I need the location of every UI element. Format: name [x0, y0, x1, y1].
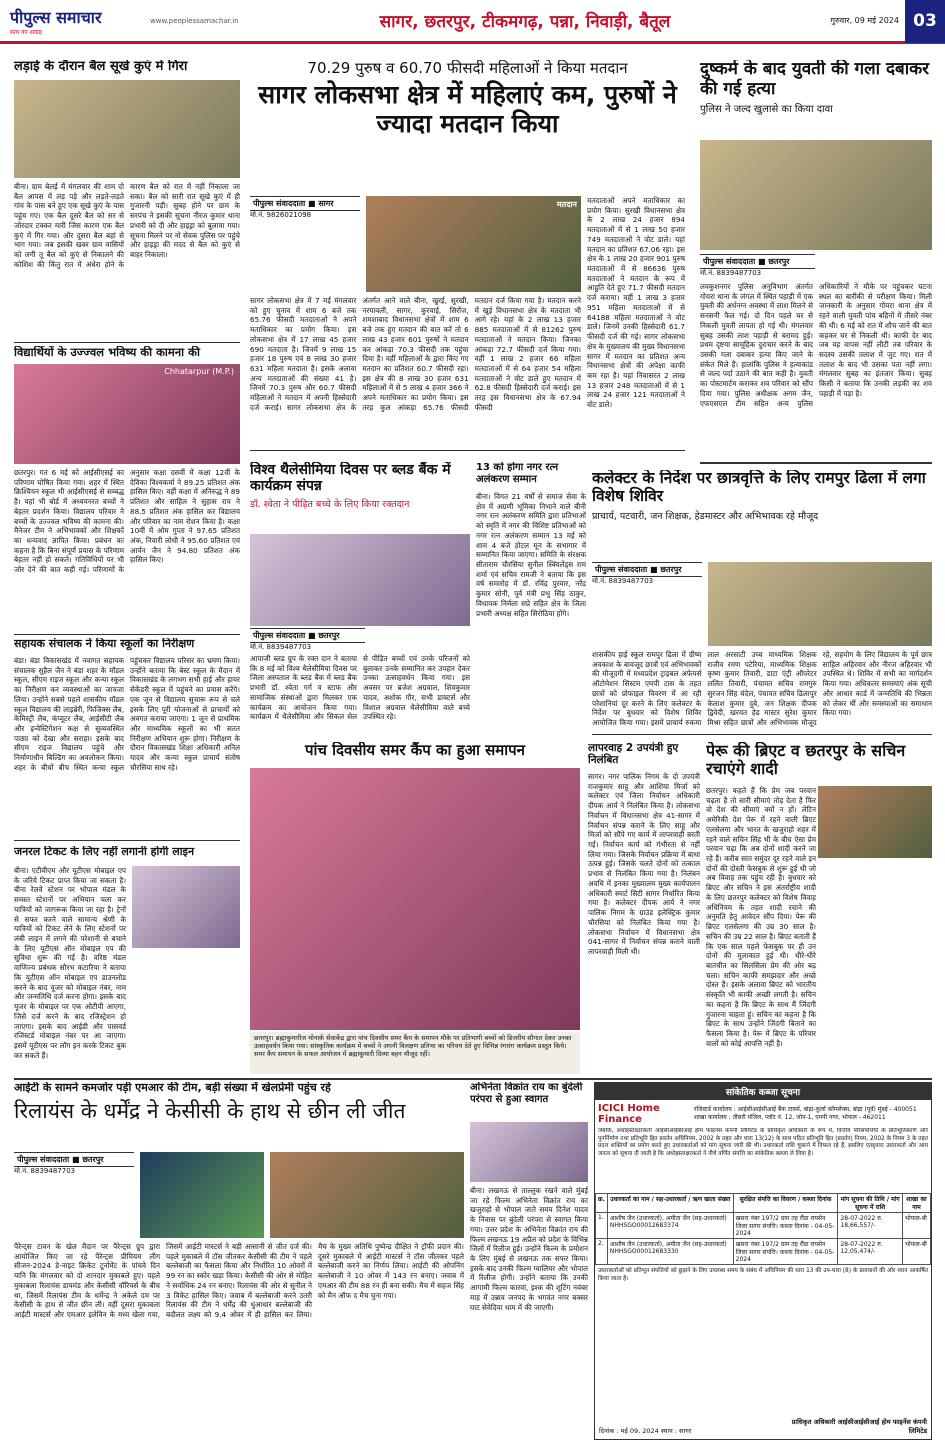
- legal-notice: [594, 1082, 932, 1440]
- kicker: 70.29 पुरुष व 60.70 फीसदी महिलाओं ने किया मतदान: [307, 60, 628, 77]
- photo-location-text: Chhatarpur (M.P.): [164, 367, 234, 376]
- article-peru-wedding: [706, 742, 932, 1074]
- summer-camp-photo: [250, 768, 580, 1030]
- photo-label: मतदान: [556, 200, 577, 209]
- article-body: छतरपुर। कहते हैं कि प्रेम जब परवान चढ़ता है तो सारी सीमाएं तोड़ देता है फिर वो देश की सीमाएं क्यों न हों। लेटिन अमेरिकी देश पेरू में रहने वाली ब्रिएट एलसेलगा और भारत के खजुराहो शहर में रहने वाले सचिन सिंह भी के बीच ऐसा प्रेम परवान चढ़ा कि अब दोनों शादी करने जा रहे हैं। करीब सात समुंदर दूर रहने वाले इन दोनों की दोस्ती फेसबुक से शुरू हुई थी जो अब विवाह तक पहुंच रही है। बुधवार को ब्रिएट और सचिन ने इस अंतर्राष्ट्रीय शादी के लिए छतरपुर कलेक्टर को विशेष विवाह अधिनियम के तहत शादी रचाने की अनुमति हेतु आवेदन सौंप दिया। पेरू की ब्रिएट एलसेलगा की उम्र 30 साल है। सचिन की उम्र 22 साल है। ब्रिएट बताती हैं कि एक साल पहले फेसबुक पर ही उन दोनों की मुलाकात हुई थी। धीरे-धीरे बातचीत का सिलसिला प्रेम की ओर बढ़ चला। सचिन काफी समझदार और अच्छे दोस्त हैं। इसके अलावा ब्रिएट को भारतीय संस्कृति भी काफी अच्छी लगती है। सचिन का कहना है कि ब्रिएट के साथ मैं जिंदगी गुजारना चाहता हूं। सचिन का कहना है कि ब्रिएट के साथ उन्होंने जिंदगी बिताने का फैसला किया है। पेरू में ब्रिएट के परिवार वालों को कोई आपत्ति नहीं है।: [706, 786, 816, 1048]
- notice-table-cell: 2.: [596, 1239, 608, 1265]
- headline: पेरू की ब्रिएट व छतरपुर के सचिन रचाएंगे शादी: [706, 742, 906, 779]
- headline: रिलायंस के धर्मेंद्र ने केसीसी के हाथ से छीन ली जीत: [14, 1098, 406, 1123]
- registered-address: रजिस्टर्ड कार्यालय : आईसीआईसीआई बैंक टावर्स, बांद्रा-कुर्ला कॉम्प्लेक्स, बांद्रा (पूर्व) मुंबई - 400051: [694, 1106, 917, 1114]
- headline: सागर लोकसभा क्षेत्र में महिलाएं कम, पुरुषों ने ज्यादा मतदान किया: [258, 80, 677, 138]
- notice-table-cell: खसरा नंबर 197/2 ग्राम तह रौंडा रायसेन जिला सागर संपत्ति। कब्जा दिनांक - 04-05-2024: [733, 1239, 838, 1265]
- region-title: सागर, छतरपुर, टीकमगढ़, पन्ना, निवाड़ी, बैतूल: [379, 12, 671, 32]
- article-actor: [470, 1082, 588, 1440]
- notice-intro: जबकि, अधोहस्ताक्षरकर्ता आईसीआईसीआई होम फाइनेंस कंपनी लिमिटेड के प्राधिकृत अधिकारी के रूप में, वित्तीय परिसंपत्तियों के प्रतिभूतिकरण और पुनर्निर्माण तथा प्रतिभूति हित प्रवर्तन अधिनियम, 2002 के तहत और धारा 13(12) के साथ पठित प्रतिभूति हित (प्रवर्तन) नियम, 2002 के नियम 3 के तहत प्रदत्त शक्तियों का प्रयोग करते हुए उधारकर्ताओं को मांग सूचना जारी की थी। उधारकर्ता राशि चुकाने में विफल रहे हैं, इसलिए एतद्द्वारा उधारकर्ता और आम जनता को सूचना दी जाती है कि अधोहस्ताक्षरकर्ता ने नीचे वर्णित संपत्ति का सांकेतिक कब्जा ले लिया है।: [598, 1128, 928, 1157]
- article-body: बंडा। बंडा विकासखंड में नवागत सहायक संचालक सुहैल जैन ने बंडा शहर के मॉडल स्कूल, सीएम राइज स्कूल और कन्या स्कूल का निरीक्षण कर व्यवस्थाओं का जायजा लिया। उन्होंने सबसे पहले शासकीय मॉडल स्कूल विद्यालय की लाइब्रेरी, फिजिक्स लैब, केमिस्ट्री लैब, कंप्यूटर लैब, आईसीटी लैब और इन्वेस्टिगेशन कक्ष से सुव्यवस्थित पाठ्य को देखा और सराहा। इसके बाद सीएम राइज विद्यालय पहुंचे और निर्माणाधीन बिल्डिंग का अवलोकन किया। शहर के बीचों बीच स्थित कन्या स्कूल पहुंचकर विद्यालय परिसर का भ्रमण किया। उन्होंने बताया कि बेस्ट स्कूल के मैदान में विकासखंड के लगभग सभी हाई और हायर सेकेंडरी स्कूल में पहुंचने का प्रयास करेंगे। एक जून से विद्यालय सुचारू रूप से चले इसके लिए पूरी योजनाओं से प्राचार्यों को अवगत कराया जाएगा। 1 जून से प्राथमिक और माध्यमिक स्कूलों का भी सतत निरीक्षण अभियान शुरू होगा। निरीक्षण के दौरान विकासखंड शिक्षा अधिकारी अनिल यादव और कन्या स्कूल प्राचार्य संतोष चौरसिया साथ रहे।: [14, 656, 240, 772]
- issue-date: गुरुवार, 09 मई 2024: [830, 16, 899, 25]
- mobile-number: मो.नं. 8839487703: [700, 269, 762, 277]
- notice-table: [595, 1193, 931, 1265]
- article-nagar-ratna: [476, 462, 586, 737]
- article-body: बीना। ग्राम बेलई में मंगलवार की शाम दो बैल आपस में लड़ पड़े और लड़ते-लड़ते गांव के पास बने हुए एक सूखे कुएं के पास पहुंच गए। एक बैल दूसरे बैल को सर से जोरदार टक्कर मारी जिस कारण एक बैल कुएं में गिर गया। और दूसरा बैल बहां से भाग गया। जब इसकी खबर ग्राम वासियों को लगी तू बैल को कुएं से निकालने की कोशिश की किंतु रात में अंधेरा होने के कारण बैल को रात में नहीं निकाला जा सका। बैल को सारी रात सूखे कुएं में ही गुजारनी पड़ी। सुबह होने पर ग्राम के सरपंच ने इसकी सूचना नीरज कुमार थाना प्रभारी को दी और हाइड्रा को बुलाया गया। सूचना मिलने पर नो सेवक पुलिस पर पहुंचे और हाइड्रा की मदद से बैल को कुएं से बाहर निकाला।: [14, 182, 240, 269]
- headline: सहायक संचालक ने किया स्कूलों का निरीक्षण: [14, 638, 195, 650]
- byline: पीपुल्स संवाददाता ■ सागर: [250, 196, 360, 211]
- article-suspended-engineers: [588, 742, 700, 1074]
- article-bull-well: [14, 60, 240, 340]
- headline: अभिनेता विक्रांत राय का बुंदेली परंपरा से हुआ स्वागत: [470, 1082, 583, 1105]
- headline: लड़ाई के दौरान बैल सूखे कुएं में गिरा: [14, 60, 188, 74]
- blood-bank-photo: [250, 534, 470, 626]
- notice-table-cell: खसरा नंबर 197/2 ग्राम तह रौंडा रायसेन जिला सागर संपत्ति। कब्जा दिनांक - 04-05-2024: [733, 1213, 838, 1239]
- masthead: [0, 0, 945, 44]
- article-railway-ticket: [14, 846, 240, 1076]
- page-number: 03: [905, 0, 945, 43]
- notice-table-header: मांग सूचना की तिथि / मांग सूचना में राशि: [838, 1194, 902, 1213]
- notice-table-cell: आशीष जैन (उधारकर्ता), अमीता जैन (सह-उधारकर्ता) NHHSGO00012683330: [607, 1239, 733, 1265]
- article-body: बीना। लखनऊ से ताल्लुक रखने वाले मुंबई जा रहे फिल्म अभिनेता विक्रांत राय का खजुराहो से भोपाल जाते समय दिनेश यादव के निवास पर बुंदेली परंपरा से स्वागत किया गया। उत्तर प्रदेश के अभिनेता विक्रांत राय की फिल्म लखनऊ 19 अप्रैल को प्रदेश के विभिन्न जिलों में रिलीज हुई। उन्होंने फिल्म के प्रमोशन के लिए मुंबई से लखनऊ तक सफर किया। इसके बाद उनकी फिल्म ग्वालियर और भोपाल में रिलीज होगी। उन्होंने बताया कि उनकी आगामी फिल्म कारवां, इश्क की शूटिंग नवंबर माह में उन्नाव जनपद के भगवंत नगर बक्सर घाट सेवेदिया धाम में की जाएगी।: [470, 1186, 588, 1312]
- article-body: सागर। नगर पालिक निगम के दो उपयंत्री राजकुमार साहू और आशिया मिर्जा को कलेक्टर एवं जिला निर्वाचन अधिकारी दीपक आर्य ने निलंबित किया है। लोकसभा निर्वाचन में विधानसभा क्षेत्र 41-सागर में निर्वाचन संपन्न कराने के लिए साहू और मिर्जा को सौंपे गए कार्य में लापरवाही बरती गई। निर्वाचन कार्य को गंभीरता से नहीं लिया गया। जिसके निर्वाचन प्रक्रिया में बाधा उत्पन्न हुई। जिसके चलते दोनों को तत्काल प्रभाव से निलंबित किया गया है। निलंबन अवधि में इनका मुख्यालय मुख्य कार्यपालन अधिकारी स्मार्ट सिटी सागर निर्धारित किया गया है। कलेक्टर दीपक आर्य ने नगर पालिक निगम के ग्राउंड इलेक्ट्रिक कुमार चौरसिया को निलंबित किया गया है। लोकसभा निर्वाचन में विधानसभा क्षेत्र 041-सागर में निर्वाचन संपन्न कराने वाली लापरवाही मिली थी।: [588, 772, 700, 956]
- headline: 13 को होगा नगर रत्न अलंकरण सम्मान: [476, 462, 559, 485]
- notice-table-cell: 28-07-2022 रु. 18,66,557/-: [838, 1213, 902, 1239]
- article-school-inspection: [14, 638, 240, 838]
- camp-photo: [708, 562, 932, 646]
- notice-table-header: सुरक्षित संपत्ति का विवरण / कब्जा दिनांक: [733, 1194, 838, 1213]
- article-body: बीना। विगत 21 वर्षों से समाज सेवा के क्षेत्र में अग्रणी भूमिका निभाने वाले बीनी नगर रत्न अलंकरण समिति द्वारा प्रतिभाओं को स्मृति में नगर की विशिष्ट प्रतिभाओं को नगर रत्न अलंकरण सम्मान 13 मई को शाम 4 बजे होटल मून के सभागार में सम्मानित किया जाएगा। समिति के संरक्षक सीताराम चौरसिया सुनील स्क्विलेंड्स राम शर्मा एवं सचिव रामजी ने बताया कि इस वर्ष समारोह में डॉ. रविंद्र पुरवार, नरेंद्र कुमार सोनी, पूर्व मंत्री प्रभु सिंह ठाकुर, विधायक निर्मला सप्रे सहित क्षेत्र के जिला प्रभारी अध्यक्ष सहित सिरोठिया होंगे।: [476, 492, 586, 618]
- article-lead-election: [250, 60, 685, 440]
- headline: दुष्कर्म के बाद युवती की गला दबाकर की गई हत्या: [700, 60, 930, 99]
- article-body: छतरपुर। गत 6 मई को आईसीएसई का परिणाम घोषित किया गया। शहर में स्थित क्रिश्चियन स्कूल भी आईसीएसई से सम्बद्ध है। यहां भी बोर्ड में अध्ययनरत बच्चों ने बेहतर प्रदर्शन किया। विद्यालय परिवार ने बच्चों के उज्ज्वल भविष्य की कामना की। मैनेजर टीम ने अभिभावकों और शिक्षकों का धन्यवाद ज्ञापित किया। प्रबंधन का कहना है कि बिना संपूर्ण प्रयास के परिणाम बेहतर नहीं हो सकते। गतिविधियों पर भी जोर देने की बात कही गई। परिणामों के अनुसार कक्षा दसवीं में कक्षा 12वीं के देविका विश्वकर्मा ने 89.25 प्रतिशत अंक हासिल किए। वहीं कक्षा में अनिरुद्ध ने 89 प्रतिशत और साहिल ने सुहास राय ने 88.5 प्रतिशत अंक हासिल कर विद्यालय और परिवार का नाम रोशन किया है। कक्षा 10वीं में ओम गुप्ता ने 97.65 प्रतिशत अंक, निवारी लोधी ने 95.60 प्रतिशत एवं आर्यन जैन ने 94.80 प्रतिशत अंक हासिल किए।: [14, 468, 240, 575]
- notice-date-place: दिनांक : मई 09, 2024 स्थान : सागर: [599, 1427, 692, 1435]
- headline: लापरवाह 2 उपयंत्री हुए निलंबित: [588, 742, 679, 767]
- subhead: पुलिस ने जल्द खुलासे का किया दावा: [700, 104, 833, 116]
- notice-table-header: उधारकर्ता का नाम / सह-उधारकर्ता / ऋण खाता संख्या: [607, 1194, 733, 1213]
- railway-photo: [132, 866, 240, 948]
- article-body: पैरेन्ट्स टावन के खेल मैदान पर पैरेन्ट्स ग्रुप द्वारा आयोजित किए जा रहे पैरेन्ट्स प्रीमियम लीग सीजन-2024 डे-नाइट क्रिकेट टूर्नामेंट के पांचवे दिन यानि कि मंगलवार को दो शानदार मुकाबले हुए। पहले मुकाबला रिलायंस डायमंड और केसीसी वॉरियर्स के बीच था, जिसमें रिलायंस टीम के धर्मेन्द्र ने अकेले दम पर केसीसी के हाथ से जीत छीन ली। वहीं दूसरा मुकाबला आईटी मास्टर्स और एमआर इलेविन के मध्य खेला गया, जिसमें आईटी मास्टर्स ने बड़ी आसानी से जीत दर्ज की। पहले मुकाबले में टॉस जीतकर केसीसी की टीम ने पहले बल्लेबाजी का फैसला किया और निर्धारित 10 ओवरों में 99 रन का स्कोर खड़ा किया। केसीसी की ओर से मोहित ने सर्वाधिक 24 रन बनाए। रिलायंस की ओर से सुनील ने 3 विकेट हासिल किए। जवाब में बल्लेबाजी करने उतरी रिलायंस की टीम ने धर्मेंद्र की धुंआधार बल्लेबाजी की बदौलत लक्ष्य को 9.4 ओवर में ही हासिल कर लिया। मैच के मुख्य अतिथि पुष्पेन्द्र दीक्षित ने ट्रॉफी प्रदान की। दूसरे मुकाबले में आईटी मास्टर्स ने टॉस जीतकर पहले बल्लेबाजी करने का निर्णय लिया। आईटी की ओपनिंग बल्लेबाजी ने 10 ओवर में 143 रन बनाए। जवाब में एमआर की टीम 88 रन ही बना सकी। मैच में सहज सिंह को मैन ऑफ द मैच चुना गया।: [14, 1242, 464, 1320]
- article-scholarship-camp: [592, 470, 932, 732]
- article-students: [14, 346, 240, 632]
- newspaper-logo: पीपुल्स समाचार सत्य का आग्रह: [10, 7, 102, 36]
- byline: पीपुल्स संवाददाता ■ छतरपुर: [250, 628, 365, 643]
- mobile-number: मो.नं. 8839487703: [250, 643, 312, 651]
- notice-footer: उधारकर्ताओं को प्रतिभूत संपत्तियों को छुड़ाने के लिए उपलब्ध समय के संबंध में अधिनियम की धारा 13 की उप-धारा (8) के प्रावधानों की ओर ध्यान आकर्षित किया जाता है।: [598, 1268, 928, 1282]
- notice-table-row: [596, 1239, 931, 1265]
- trophy-photo: [270, 1152, 464, 1238]
- notice-title: सांकेतिक कब्जा सूचना: [595, 1083, 931, 1100]
- article-murder: [700, 60, 932, 460]
- mobile-number: मो.नं. 9826021098: [250, 211, 312, 219]
- crime-scene-photo: [700, 140, 932, 250]
- bank-logo: ICICI Home Finance: [598, 1103, 660, 1125]
- well-photo: [14, 80, 240, 178]
- mobile-number: मो.नं. 8839487703: [14, 1167, 76, 1175]
- notice-table-cell: आशीष जैन (उधारकर्ता), अमीता जैन (सह-उधारकर्ता) NHHSGO00012683374: [607, 1213, 733, 1239]
- notice-table-header: क्र.: [596, 1194, 608, 1213]
- headline: कलेक्टर के निर्देश पर छात्रवृत्ति के लिए रामपुर ढिला में लगा विशेष शिविर: [592, 470, 926, 505]
- subhead: डॉ. श्वेता ने पीड़ित बच्चे के लिए किया रक्तदान: [250, 499, 410, 511]
- byline: पीपुल्स संवाददाता ■ छतरपुर: [14, 1152, 134, 1167]
- article-body: आपाजी ब्लड ग्रुप के रक्त दान ने बताया कि 8 मई को विश्व थैलेसीमिया दिवस पर जिला अस्पताल के ब्लड बैंक में ब्लड बैंक प्रभारी डॉ. श्वेता गर्ग व स्टाफ और सामाजिक संस्थाओं द्वारा मिलकर एक कार्यक्रम का आयोजन किया गया। कार्यक्रम में थैलेसीमिया और सिकल सेल से पीड़ित बच्चों एवं उनके परिजनों को बुलाकर उनके सम्मानित कर उपहार देकर उनका उत्साहवर्धन किया गया। इस अवसर पर ब्रजेश अग्रवाल, शिवकुमार यादव, अशोक गौर, सभी डाक्टर्स और विशाल अग्रवाल थैलेसीमिया वाले बच्चे उपस्थित रहे।: [250, 654, 470, 722]
- notice-table-cell: 1.: [596, 1213, 608, 1239]
- kicker: आईटी के सामने कमजोर पड़ी एमआर की टीम, बड़ी संख्या में खेलप्रेमी पहुंच रहे: [14, 1082, 331, 1094]
- headline: विश्व थैलेसीमिया दिवस पर ब्लड बैंक में कार्यक्रम संपन्न: [250, 462, 451, 495]
- article-summer-camp: [250, 742, 580, 1074]
- headline: विद्यार्थियों के उज्ज्वल भविष्य की कामना की: [14, 346, 200, 359]
- photo-caption: छतरपुर। ब्रह्माकुमारीज मोनार्क सेवाकेंद्र द्वारा पांच दिवसीय समर कैंप के समापन मौके पर प्रतिभागी बच्चों को डिजरीय सौगात देकर उनका उत्साहवर्धन किया गया। सांस्कृतिक कार्यक्रम में बच्चों ने अपनी विलक्षण प्रतिभा का परिचय देते हुए विभिन्न रंगारंग कार्यक्रम प्रस्तुत किये। समर कैंप समापन के सफल आयोजन में ब्रह्माकुमारी दिव्या बहन मौजूद रहीं।: [250, 1032, 580, 1074]
- cricket-ground-photo: [140, 1152, 264, 1238]
- headline: पांच दिवसीय समर कैंप का हुआ समापन: [304, 742, 525, 759]
- voters-photo: [366, 196, 581, 292]
- students-photo: [14, 364, 240, 464]
- mobile-number: मो.नं. 8839487703: [592, 577, 654, 585]
- article-body: शासकीय हाई स्कूल रामपुर ढिला में ग्रीष्म अवकाश के बावजूद छात्रों एवं अभिभावकों की मौजूदगी में मध्यप्रदेश ट्राइबल अफेयर्स ऑटोमेशन सिस्टम एमपी टास के तहत छात्रों को प्रोफाइल विवरण में आ रही परेशानियां दूर करने के लिए कलेक्टर के निर्देश पर बुधवार को विशेष शिविर आयोजित किया गया। इसमें प्राचार्य रुकमा लाल अरसाटी उच्च माध्यमिक शिक्षक राजीव रमण पटेरिया, माध्यमिक शिक्षक कृष्ण कुमार तिवारी, डाटा एंट्री ऑपरेटर ललित तिवारी, पंचायत सचिव रामगुरु सुरजन सिंह चंदेल, पंचायत सचिव ढिलापुर केलाश कुमार दुबे, जन शिक्षक दीपक द्विवेदी, खरयत हेड मास्टर सुरेश कुमार मिश्रा सहित छात्रों और अभिभावक मौजूद रहे, सहयोग के लिए विद्यालय के पूर्व छात्र साहिल अहिरवार और नीरज अहिरवार भी उपस्थित थे। शिविर में सभी का मार्गदर्शन किया गया। अधिकतर समस्याएं अंक सूची और आधार कार्ड में जन्मतिथि की भिन्नता को लेकर थीं और समस्याओं का समाधान किया गया।: [592, 650, 932, 728]
- subhead: प्राचार्य, पटवारी, जन शिक्षक, हेडमास्टर और अभिभावक रहे मौजूद: [592, 510, 819, 522]
- article-thalassemia: [250, 462, 470, 737]
- byline: पीपुल्स संवाददाता ■ छतरपुर: [700, 254, 815, 269]
- article-body: बीना। एटीवीएम और यूटीएस मोबाइल एप के जरिये टिकट प्राप्त किया जा सकता है। बीना रेलवे स्टेशन पर भोपाल मंडल के समस्त स्टेशनों पर अभियान चला कर यात्रियों को जागरूक किया जा रहा है। ट्रेनों से सफर करने वाले सामान्य श्रेणी के यात्रियों को टिकट लेने के लिए स्टेशनों पर लंबी लाइन में लगने की परेशानी से बचाने के लिए यूटीएस ऑन मोबाइल एप की सुविधा शुरू की गई है। वरिष्ठ मंडल वाणिज्य प्रबंधक सौरभ कटारिया ने बताया कि यूटीएस ऑन मोबाइल एप डाउनलोड करने के बाद यूजर को मोबाइल नंबर, नाम और जन्मतिथि दर्ज करना होगा। इसके बाद यूजर के मोबाइल पर एक ओटीपी आएगा, जिसे दर्ज करने के बाद रजिस्ट्रेशन हो जाएगा। इसके बाद आईडी और पासवर्ड रजिस्टर्ड मोबाइल नंबर पर आ जाएगा। इसमें यूटीएस पर लॉग इन करके टिकट बुक कर सकते हैं।: [14, 866, 126, 1060]
- lead-body-side: मतदाताओं अपने मताधिकार का प्रयोग किया। सुरखी विधानसभा क्षेत्र के 2 लाख 24 हजार 894 मतदाताओं में से 1 लाख 50 हजार 749 मतदाताओं ने वोट डाले। यहां मतदान का प्रतिशत 67.06 रहा। इस क्षेत्र के 1 लाख 20 हजार 901 पुरुष मतदाताओं में से 86636 पुरुष मतदाताओं ने मतदान के रूप में आहुति देते हुए 71.7 फीसदी मतदान दर्ज कराया। वहीं 1 लाख 3 हजार 951 महिला मतदाताओं में से 64188 महिला मतदाताओं ने वोट डाले। जिनमें उनकी हिस्सेदारी 61.7 फीसदी दर्ज की गई। सागर लोकसभा क्षेत्र के मुख्यालय की मुख्य विधानसभा सागर में मतदान का प्रतिशत अन्य विधानसभा क्षेत्रों की अपेक्षा काफी कम रहा है। यहां निवासरत 2 लाख 13 हजार 248 मतदाताओं में से 1 लाख 24 हजार 121 मतदाताओं ने वोट डाले।: [587, 196, 685, 410]
- actor-photo: [470, 1122, 588, 1182]
- notice-table-cell: भोपाल-बी: [902, 1213, 930, 1239]
- byline: पीपुल्स संवाददाता ■ छतरपुर: [592, 562, 702, 577]
- website-url: www.peoplessamachar.in: [150, 16, 239, 25]
- lead-body-main: सागर लोकसभा क्षेत्र में 7 मई मंगलवार को हुए चुनाव में शाम 6 बजे तक 65.76 फीसदी मतदाताओं ने अपने मताधिकार का प्रयोग किया। इस लोकसभा क्षेत्र में 17 लाख 45 हजार 690 मतदाता है। जिनमें 9 लाख 15 हजार 18 पुरुष एवं 8 लाख 30 हजार 631 महिला मतदाता है। इसके अलावा अन्य मतदाताओं की संख्या 41 है। जिनमें 70.3 पुरुष और 60.7 फीसदी महिलाओं ने मतदान में अपनी हिस्सेदारी दर्ज कराई। सागर लोकसभा क्षेत्र के अंतर्गत आने वाले बीना, खुरई, सुरखी, नरयावली, सागर, कुरवाई, सिरोंज, शमशाबाद विधानसभा क्षेत्रों में शाम 6 बजे तक हुए मतदान की बात करें तो 6 लाख 43 हजार 601 पुरुषों ने मतदान कर आंकड़ा 70.3 फीसदी तक पहुंचा दिया है। वहीं महिलाओं के द्वारा किए गए मतदान का प्रतिशत 60.7 फीसदी रहा। इस क्षेत्र की 8 लाख 30 हजार 631 महिलाओं में से 5 लाख 4 हजार 366 ने अपने मताधिकार का प्रयोग किया। इस तरह कुल आंकड़ा 65.76 फीसदी मतदान दर्ज किया गया है। मतदान करने में खुई विधानसभा क्षेत्र के मतदाता भी आगे रहे। यहां के 2 लाख 13 हजार 885 मतदाताओं में से 81262 पुरुष मतदाताओं ने मतदान किया। जिनका आंकड़ा 72.7 फीसदी दर्ज किया गया। वहीं 1 लाख 2 हजार 66 महिला मतदाताओं में से 64 हजार 54 महिला मतदाताओं ने वोट डाले हुए मतदान में 62.8 फीसदी हिस्सेदारी दर्ज कराई। इस तरह इस विधानसभा क्षेत्र के 67.94 फीसदी: [250, 296, 581, 412]
- notice-table-header: शाखा का नाम: [902, 1194, 930, 1213]
- notice-table-cell: भोपाल-बी: [902, 1239, 930, 1265]
- notice-table-cell: 28-07-2022 रु. 12,05,474/-: [838, 1239, 902, 1265]
- article-body: लवकुशनगर पुलिस अनुविभाग अंतर्गत गोयरा थाना के जंगल में स्थित पहाड़ी में एक युवती की अर्धनग्न अवस्था में लाश मिलने से सनसनी फैल गई। दो दिन पहले घर से निकली युवती लापता हो गई थी। मंगलवार सुबह उसकी लाश पहाड़ी से बरामद हुई। प्रथम दृष्टया सामूहिक दुराचार करने के बाद उसकी गला दबाकर हत्या किए जाने के संकेत मिले हैं। हालांकि पुलिस ने हत्याकांड से जल्द पर्दा उठाने की बात कही है। युवती का पोस्टमार्टम कराकर शव परिवार को सौंप दिया गया। पुलिस अधीक्षक अगम जैन, एफएसएल टीम सहित अन्य पुलिस अधिकारियों ने मौके पर पहुंचकर घटना स्थल का बारीकी से परीक्षण किया। मिली जानकारी के अनुसार गोयरा थाना क्षेत्र में रहने वाली युवती पांच बहिनों में तीसरे नंबर की थी। 6 मई को रात में शौच जाने की बात कहकर घर से निकली थी। काफी देर बाद जब वह वापस नहीं लौटी तब परिवार के सदस्य उसकी तलाश में जुट गए। रात में तलाश के बाद भी उसका पता नहीं लगा। मंगलवार सुबह का इंतजार किया। सुबह किसी ने बताया कि उनकी लड़की का शव पहाड़ी में पड़ा है।: [700, 282, 932, 408]
- notice-signature: प्राधिकृत अधिकारी आईसीआईसीआई होम फाइनेंस कंपनी लिमिटेड: [791, 1418, 927, 1435]
- headline: जनरल टिकट के लिए नहीं लगानी होगी लाइन: [14, 846, 195, 858]
- branch-address: शाखा कार्यालय : तीसरी मंजिल, प्लॉट नं. 12, जोन-1, एमपी नगर, भोपाल - 462011: [694, 1114, 886, 1121]
- notice-table-row: [596, 1213, 931, 1239]
- article-cricket: [14, 1082, 464, 1440]
